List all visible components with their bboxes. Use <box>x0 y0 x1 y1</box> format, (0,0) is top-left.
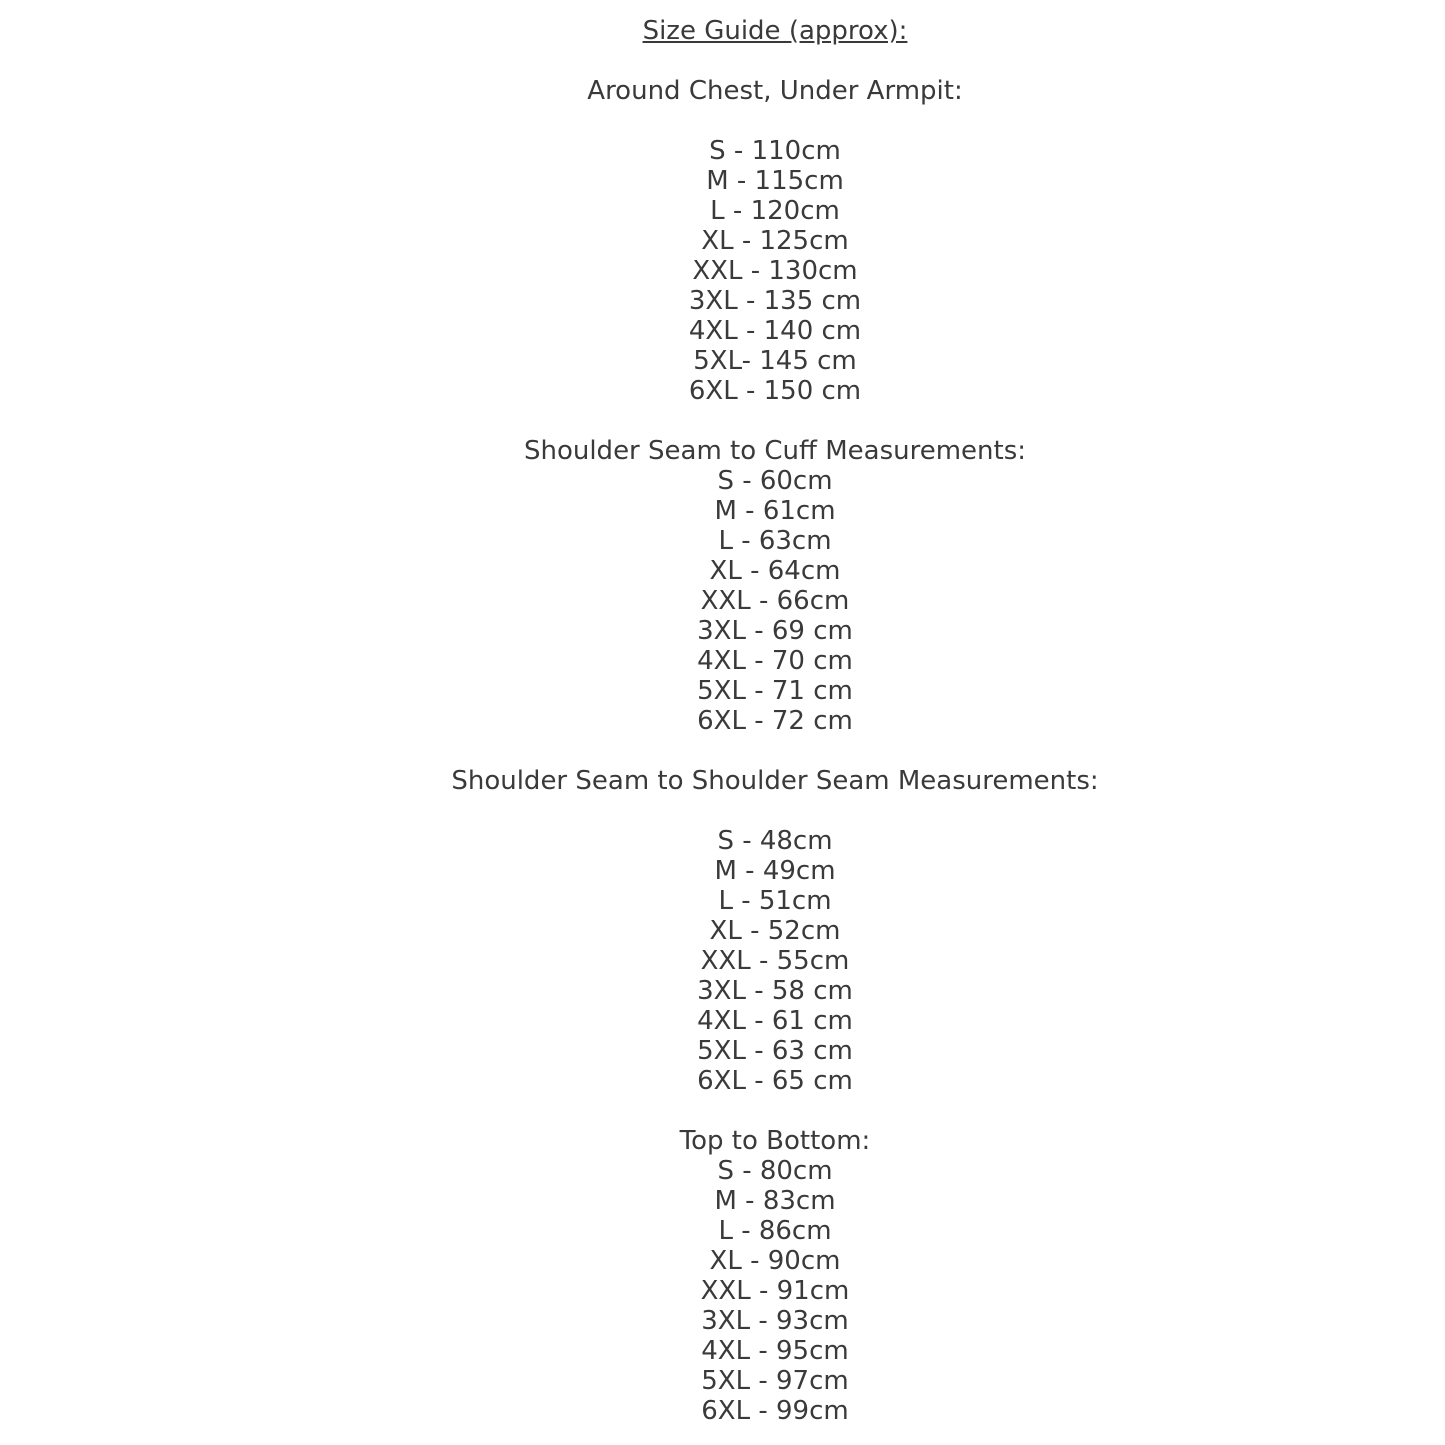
size-row: 6XL - 72 cm <box>697 706 853 736</box>
size-row: 4XL - 70 cm <box>697 646 853 676</box>
size-row: L - 120cm <box>710 196 840 226</box>
section-shoulder-to-cuff <box>105 436 1445 736</box>
size-row: 3XL - 69 cm <box>697 616 853 646</box>
size-row: 5XL - 63 cm <box>697 1036 853 1066</box>
size-row: S - 48cm <box>717 826 833 856</box>
page-title: Size Guide (approx): <box>642 16 908 46</box>
size-row: M - 61cm <box>714 496 836 526</box>
size-row: S - 60cm <box>717 466 833 496</box>
size-row: 5XL - 97cm <box>701 1366 849 1396</box>
size-row: 6XL - 65 cm <box>697 1066 853 1096</box>
size-row: XL - 52cm <box>709 916 841 946</box>
size-row: XXL - 66cm <box>700 586 850 616</box>
section-heading-shoulder-to-cuff: Shoulder Seam to Cuff Measurements: <box>523 436 1027 466</box>
size-row: 3XL - 58 cm <box>697 976 853 1006</box>
size-row: L - 63cm <box>718 526 832 556</box>
size-row: 4XL - 95cm <box>701 1336 849 1366</box>
size-row: 5XL- 145 cm <box>693 346 857 376</box>
size-row: 3XL - 93cm <box>701 1306 849 1336</box>
size-row: L - 86cm <box>718 1216 832 1246</box>
section-heading-shoulder-to-shoulder: Shoulder Seam to Shoulder Seam Measurements: <box>451 766 1099 796</box>
size-row: M - 83cm <box>714 1186 836 1216</box>
size-row: S - 80cm <box>717 1156 833 1186</box>
size-guide-document <box>105 0 1445 1426</box>
section-list-around-chest <box>105 136 1445 406</box>
section-list-shoulder-to-shoulder <box>105 826 1445 1096</box>
size-row: M - 49cm <box>714 856 836 886</box>
size-row: XXL - 55cm <box>700 946 850 976</box>
size-row: XL - 64cm <box>709 556 841 586</box>
size-row: 5XL - 71 cm <box>697 676 853 706</box>
section-top-to-bottom <box>105 1126 1445 1426</box>
size-row: 4XL - 140 cm <box>688 316 862 346</box>
size-row: S - 110cm <box>709 136 841 166</box>
size-row: XXL - 91cm <box>700 1276 850 1306</box>
size-row: 6XL - 99cm <box>701 1396 849 1426</box>
section-heading-around-chest: Around Chest, Under Armpit: <box>587 76 963 106</box>
size-row: 3XL - 135 cm <box>688 286 862 316</box>
size-row: XXL - 130cm <box>692 256 858 286</box>
section-heading-top-to-bottom: Top to Bottom: <box>679 1126 871 1156</box>
size-row: 6XL - 150 cm <box>688 376 862 406</box>
size-row: L - 51cm <box>718 886 832 916</box>
size-row: XL - 125cm <box>701 226 849 256</box>
size-row: 4XL - 61 cm <box>697 1006 853 1036</box>
size-row: M - 115cm <box>706 166 844 196</box>
size-row: XL - 90cm <box>709 1246 841 1276</box>
